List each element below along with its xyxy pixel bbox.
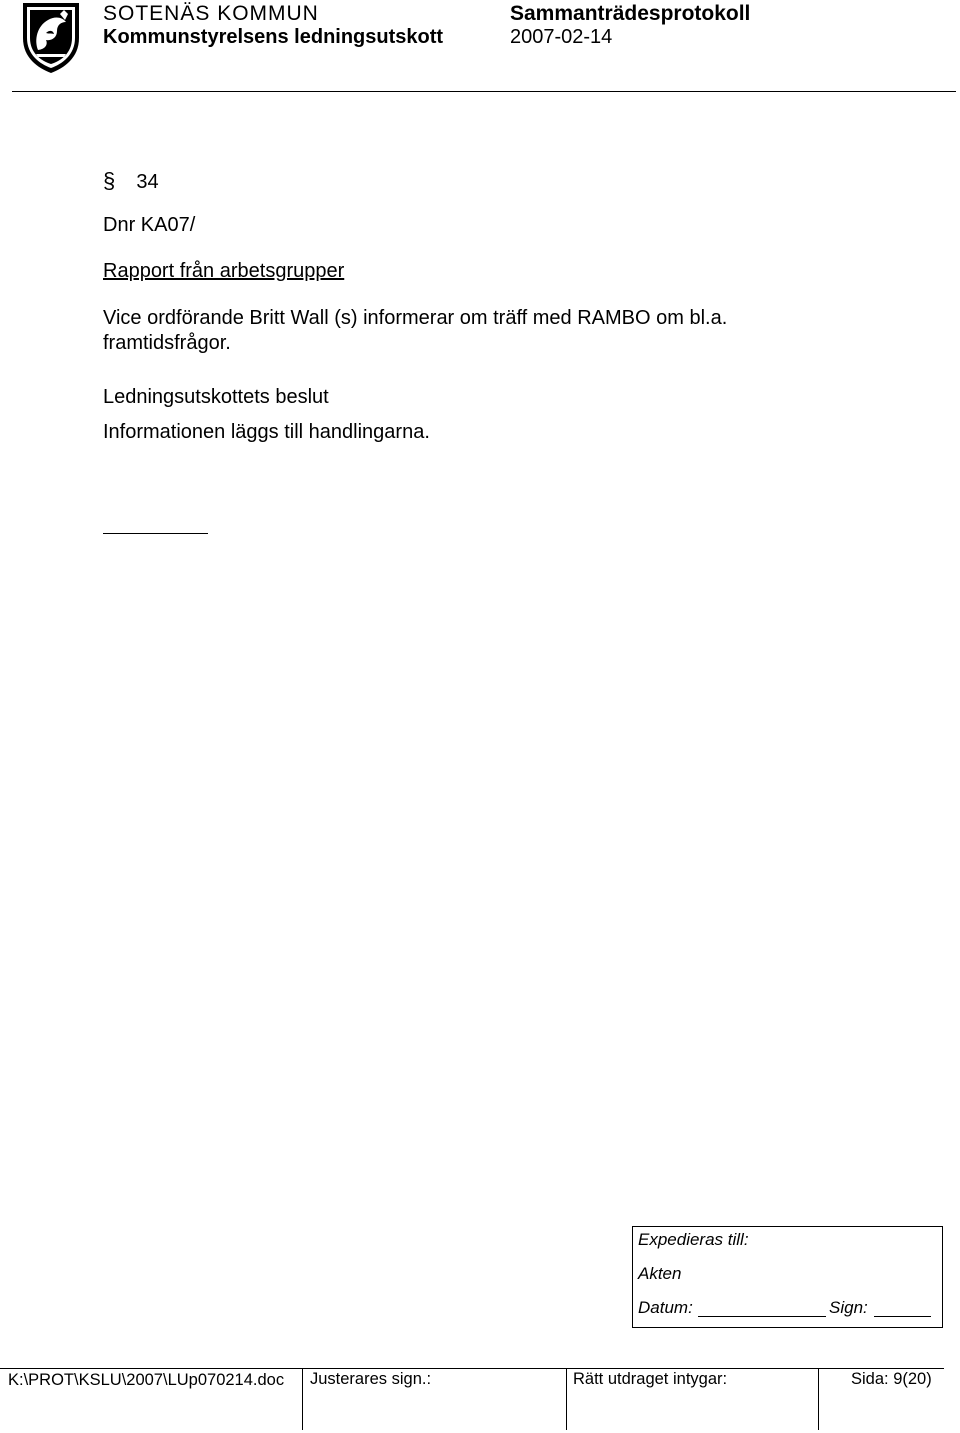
adjuster-signature-label: Justerares sign.: — [310, 1370, 432, 1388]
item-title: Rapport från arbetsgrupper — [103, 260, 345, 282]
sign-blank-line — [874, 1316, 931, 1317]
datum-blank-line — [698, 1316, 826, 1317]
page-number: Sida: 9(20) — [851, 1370, 932, 1388]
decision-text: Informationen läggs till handlingarna. — [103, 421, 430, 443]
sign-label: Sign: — [829, 1298, 868, 1317]
footer-separator — [566, 1368, 567, 1430]
footer-separator — [302, 1368, 303, 1430]
organization-name: SOTENÄS KOMMUN — [103, 2, 319, 25]
footer-separator — [818, 1368, 819, 1430]
footer-divider — [0, 1368, 944, 1369]
certified-extract-label: Rätt utdraget intygar: — [573, 1370, 728, 1388]
header-divider — [12, 91, 956, 92]
distribution-recipient: Akten — [638, 1264, 682, 1283]
diary-number: Dnr KA07/ — [103, 214, 196, 236]
municipal-coat-of-arms-icon — [20, 0, 82, 74]
item-body: Vice ordförande Britt Wall (s) informerar om träff med RAMBO om bl.a. framtidsfrågor. — [103, 307, 728, 354]
document-type: Sammanträdesprotokoll — [510, 2, 751, 25]
paragraph-number-value: 34 — [136, 171, 159, 193]
committee-name: Kommunstyrelsens ledningsutskott — [103, 26, 444, 48]
paragraph-number — [103, 168, 159, 194]
file-path: K:\PROT\KSLU\2007\LUp070214.doc — [8, 1371, 285, 1389]
decision-heading: Ledningsutskottets beslut — [103, 386, 329, 408]
datum-label: Datum: — [638, 1298, 693, 1317]
section-sign: § — [103, 168, 116, 193]
distribution-title: Expedieras till: — [638, 1230, 749, 1249]
meeting-date: 2007-02-14 — [510, 26, 613, 48]
section-end-divider — [103, 533, 208, 534]
